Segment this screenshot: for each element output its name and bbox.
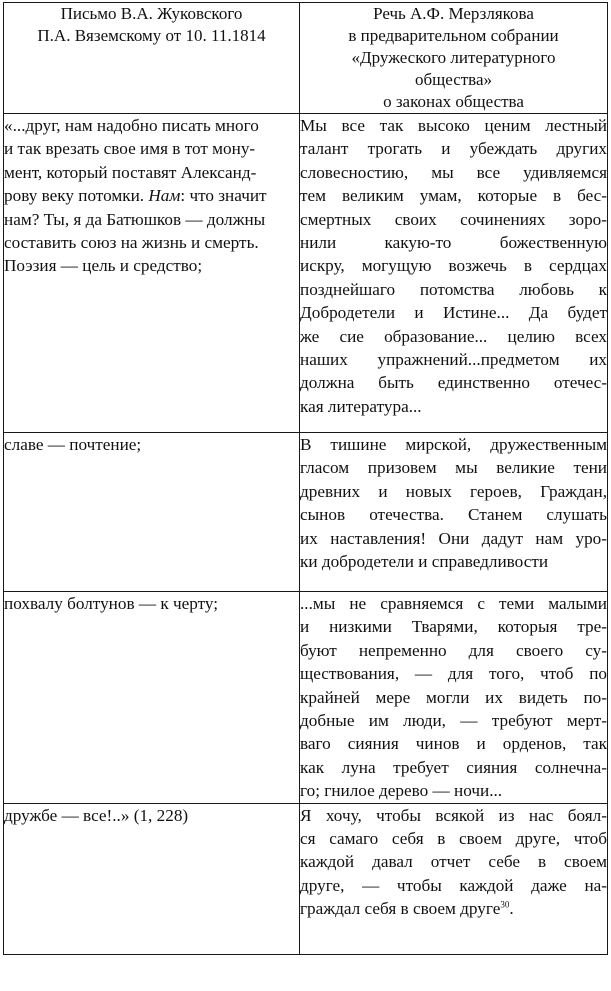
text-line: каждой давал отчет себе в своем	[300, 852, 607, 872]
header-right-line: в предварительном собрании	[348, 26, 559, 45]
text-line: ществования, — для того, чтоб по	[300, 664, 607, 684]
text-line: Я хочу, чтобы всякой из нас боял-	[300, 805, 607, 825]
text-line: талант трогать и убеждать других	[300, 139, 607, 159]
text-line	[4, 184, 299, 207]
text-line: нили какую-то божественную	[300, 233, 607, 253]
text-line: тем великим умам, которые в бес-	[300, 186, 607, 206]
left-cell	[4, 433, 300, 592]
left-cell	[4, 803, 300, 954]
text-line: крайней мере могли их видеть по-	[300, 687, 607, 707]
text-line: древних и новых героев, Граждан,	[300, 481, 607, 501]
right-cell	[300, 592, 608, 804]
header-left-line: П.А. Вяземскому от 10. 11.1814	[37, 26, 266, 45]
text-line: ся самаго себя в своем друге, чтоб	[300, 829, 607, 849]
text-line: наших упражнений...предметом их	[300, 350, 607, 370]
header-right	[300, 3, 608, 114]
text-line: Добродетели и Истине... Да будет	[300, 303, 607, 323]
table-row	[4, 114, 608, 433]
text-line: граждал себя в своем друге$^{30}$.	[300, 899, 514, 919]
text-line: нам? Ты, я да Батюшков — должны	[4, 209, 266, 229]
text-line: смертных своих сочинениях зоро-	[300, 209, 607, 229]
text-line: позднейшаго потомства любовь к	[300, 279, 607, 299]
header-right-line: о законах общества	[383, 92, 524, 111]
footnote-marker: 30	[500, 899, 510, 910]
comparison-table	[3, 2, 608, 955]
text-line: и низкими Тварями, которыя тре-	[300, 617, 607, 637]
table-row	[4, 803, 608, 954]
text-segment: рову веку потомки.	[4, 186, 145, 206]
text-line: ки добродетели и справедливости	[300, 552, 549, 572]
text-line: должна быть единственно отечес-	[300, 373, 607, 393]
text-line: составить союз на жизнь и смерть.	[4, 233, 259, 253]
text-line: друге, — чтобы каждой даже на-	[300, 875, 607, 895]
text-line: и так врезать свое имя в тот мону-	[4, 139, 256, 159]
text-segment: : что значит	[180, 186, 267, 206]
header-right-line: Речь А.Ф. Мерзлякова	[373, 4, 534, 23]
text-line: же сие образование... целию всех	[300, 326, 607, 346]
text-line: их наставления! Они дадут нам уро-	[300, 528, 607, 548]
italic-word: Нам	[148, 186, 181, 206]
text-line: дружбе — все!..» (1, 228)	[4, 805, 189, 825]
text-line: искру, могущую возжечь в сердцах	[300, 256, 607, 276]
text-line: Поэзия — цель и средство;	[4, 256, 203, 276]
text-line: как луна требует сияния солнечна-	[300, 757, 607, 777]
text-line: кая литература...	[300, 396, 422, 416]
header-right-line: общества»	[414, 70, 493, 89]
text-line: сынов отечества. Станем слушать	[300, 505, 607, 525]
text-line: похвалу болтунов — к черту;	[4, 594, 219, 613]
text-line: словесностию, мы все удивляемся	[300, 162, 607, 182]
right-cell	[300, 803, 608, 954]
text-line: В тишине мирской, дружественным	[300, 435, 607, 454]
text-line: ваго сияния чинов и орденов, так	[300, 734, 607, 754]
text-line: Мы все так высоко ценим лестный	[300, 116, 607, 135]
text-segment: граждал себя в своем друге	[300, 899, 501, 919]
text-line: добные им люди, — требуют мерт-	[300, 711, 607, 731]
header-right-line: «Дружеского литературного	[351, 48, 556, 67]
header-row	[4, 3, 608, 114]
left-cell	[4, 114, 300, 433]
text-line: го; гнилое дерево — ночи...	[300, 781, 503, 801]
table-row	[4, 592, 608, 804]
text-line: гласом призовем мы великие тени	[300, 458, 607, 478]
header-left	[4, 3, 300, 114]
text-line: славе — почтение;	[4, 435, 142, 454]
right-cell	[300, 114, 608, 433]
text-line: ...мы не сравняемся с теми малыми	[300, 594, 607, 613]
table-row	[4, 433, 608, 592]
left-cell	[4, 592, 300, 804]
text-line: буют непременно для своего су-	[300, 640, 607, 660]
text-line: мент, который поставят Александ-	[4, 162, 257, 182]
header-left-line: Письмо В.А. Жуковского	[60, 4, 243, 23]
right-cell	[300, 433, 608, 592]
text-line: «...друг, нам надобно писать много	[4, 116, 259, 135]
